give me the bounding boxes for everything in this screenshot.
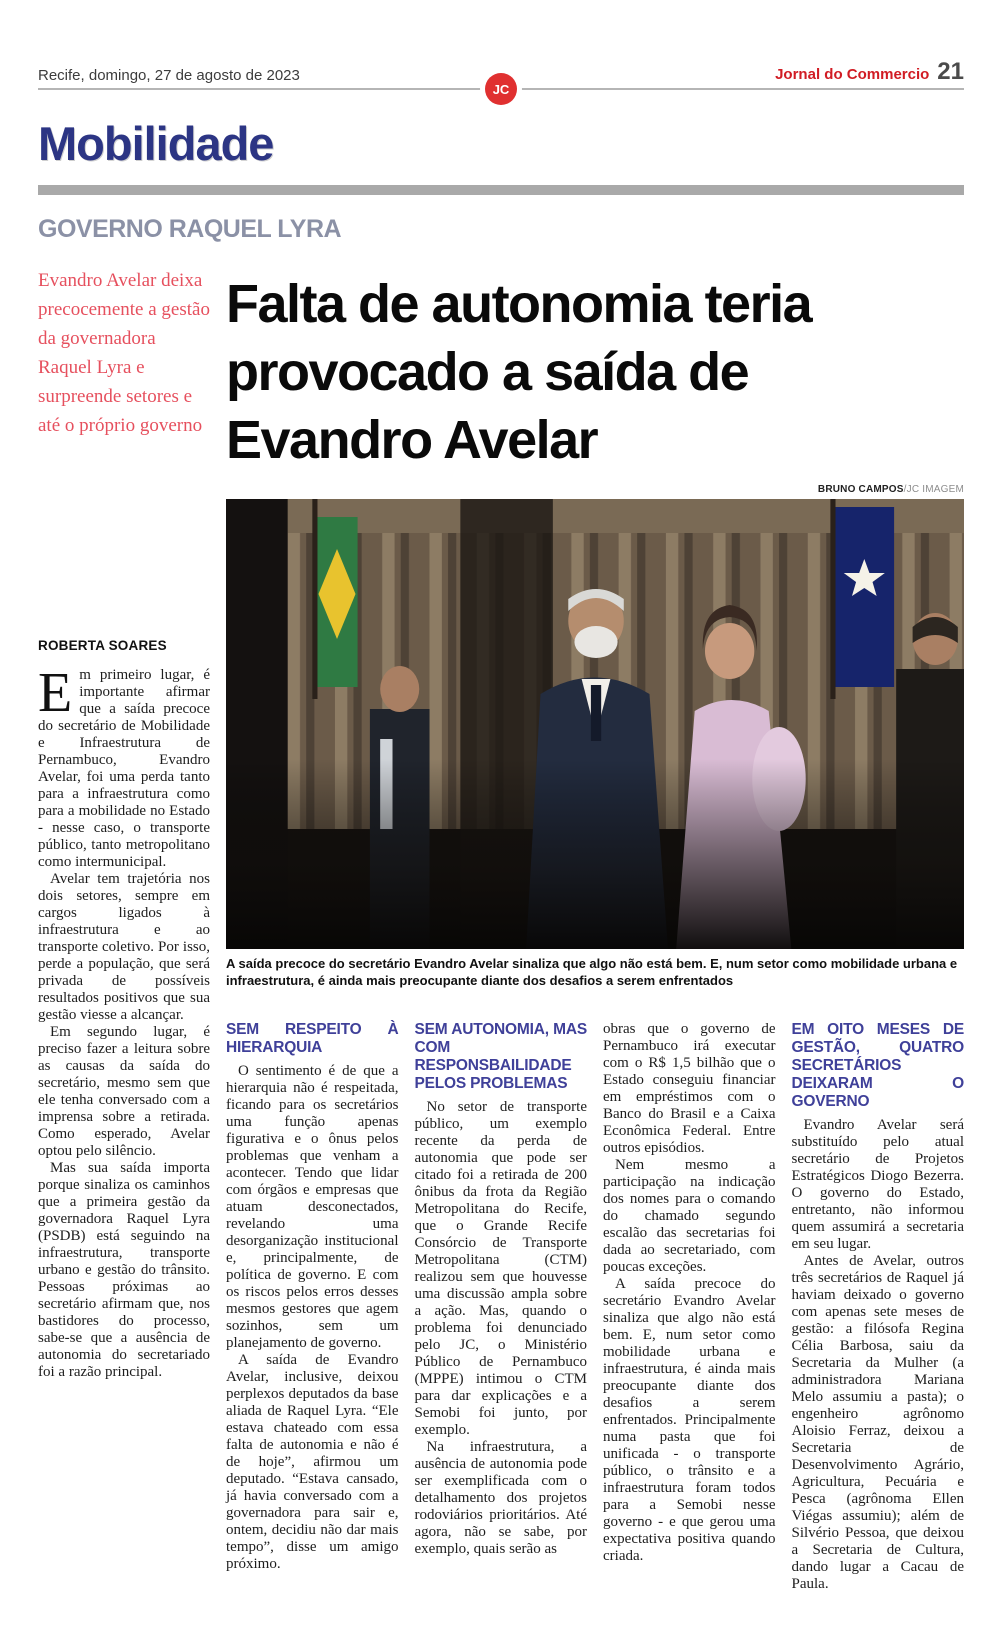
body-column-2	[226, 1021, 399, 1593]
brand-name: Jornal do Commercio	[775, 66, 930, 83]
paragraph: A saída de Evandro Avelar, inclusive, deixou perplexos deputados da base aliada de Raquel Lyra. “Ele estava chateado com essa falta de autonomia e não é de hoje”, afirmou um deputado. “Estava cansado, já havia conversado com a governadora para sair e, ontem, decidiu não dar mais tempo”, disse um amigo próximo.	[226, 1352, 399, 1572]
paragraph: Mas sua saída importa porque sinaliza os caminhos que a primeira gestão da governadora Raquel Lyra (PSDB) está seguindo na infraestrutura, transporte urbano e gestão do trânsito. Pessoas próximas ao secretário afirmam que, nos bastidores do processo, sabe-se que a ausência de autonomia do secretariado foi a razão principal.	[38, 1160, 210, 1380]
paragraph: O sentimento é de que a hierarquia não é respeitada, ficando para os secretários uma função apenas figurativa e o ônus pelos problemas que venham a acontecer. Tendo que lidar com órgãos e empresas que atuam desconectados, revelando uma desorganização institucional e, principalmente, de política de governo. E com os riscos pelos erros desses mesmos gestores que agem sozinhos, sem um planejamento de governo.	[226, 1063, 399, 1351]
article-photo	[226, 499, 964, 949]
section-title: Mobilidade	[38, 117, 274, 170]
body-columns	[226, 1021, 964, 1593]
paragraph: Antes de Avelar, outros três secretários de Raquel já haviam deixado o governo com apenas sete meses de gestão: a filósofa Regina Célia Barbosa, saiu da Secretaria da Mulher (a administradora Mariana Melo assumiu a pasta); o engenheiro agrônomo Aloisio Ferraz, deixou a Secretaria de Desenvolvimento Agrário, Agricultura, Pecuária e Pesca (agrônoma Ellen Viégas assumiu); além de Silvério Pessoa, que deixou a Secretaria de Cultura, dando lugar a Cacau de Paula.	[791, 1253, 964, 1592]
byline: ROBERTA SOARES	[38, 638, 167, 653]
body-column-5	[792, 1021, 965, 1593]
lead-text: m primeiro lugar, é importante afirmar que a saída precoce do secretário de Mobilidade e Infraestrutura de Pernambuco, Evandro Avelar, foi uma perda tanto para a infraestrutura como para a mobilidade no Estado - nesse caso, o transporte público, tanto metropolitano como intermunicipal.	[38, 667, 210, 870]
paragraph: Nem mesmo a participação na indicação dos nomes para o comando do chamado segundo escalão das secretarias foi dada ao secretariado, com poucas exceções.	[603, 1157, 776, 1275]
photo-credit-name: BRUNO CAMPOS	[817, 484, 904, 495]
brand-block	[775, 58, 964, 88]
body-column-4	[603, 1021, 776, 1593]
body-column-1	[38, 662, 210, 1381]
paragraph: Em segundo lugar, é preciso fazer a leitura sobre as causas da saída do secretário, mesmo sem que ele tenha conversado com a imprensa sobre a retirada. Como esperado, Avelar optou pelo silêncio.	[38, 1024, 210, 1159]
page-number: 21	[937, 58, 964, 85]
lead-paragraph	[38, 662, 210, 871]
paragraph: No setor de transporte público, um exemplo recente da perda de autonomia que pode ser citado foi a retirada de 200 ônibus da frota da Região Metropolitana do Recife, que o Grande Recife Consórcio de Transporte Metropolitana (CTM) realizou sem que houvesse uma discussão ampla sobre a ação. Mas, quando o problema foi denunciado pelo JC, o Ministério Público de Pernambuco (MPPE) intimou o CTM para dar explicações e a Semobi foi junto, por exemplo.	[414, 1099, 587, 1438]
article-main	[38, 266, 964, 1593]
photo-caption: A saída precoce do secretário Evandro Avelar sinaliza que algo não está bem. E, num setor como mobilidade urbana e infraestrutura, é ainda mais preocupante diante dos desafios a serem enfrentados	[226, 956, 958, 988]
section-divider	[38, 185, 964, 195]
paragraph: Na infraestrutura, a ausência de autonomia pode ser exemplificada com o detalhamento dos projetos rodoviários prioritários. Até agora, não se sabe, por exemplo, quais serão as	[414, 1439, 587, 1557]
article-deck: Evandro Avelar deixa precocemente a gestão da governadora Raquel Lyra e surpreende setores e até o próprio governo	[38, 270, 210, 436]
column-heading: SEM AUTONOMIA, MAS COM RESPONSBAILIDADE PELOS PROBLEMAS	[414, 1021, 587, 1092]
photo-credit	[226, 484, 964, 495]
page-header	[38, 0, 964, 97]
paragraph: obras que o governo de Pernambuco irá executar com o R$ 1,5 bilhão que o Estado conseguiu financiar em empréstimos com o Banco do Brasil e a Caixa Econômica Federal. Entre outros episódios.	[603, 1021, 776, 1156]
left-column	[38, 266, 210, 1593]
article-kicker: GOVERNO RAQUEL LYRA	[38, 215, 342, 243]
photo-credit-agency: /JC IMAGEM	[903, 484, 964, 495]
dropcap: E	[38, 662, 73, 724]
body-column-3	[415, 1021, 588, 1593]
jc-logo-icon: JC	[485, 73, 517, 105]
paragraph: A saída precoce do secretário Evandro Avelar sinaliza que algo não está bem. E, num setor como mobilidade urbana e infraestrutura, é ainda mais preocupante diante dos desafios a serem enfrentados. Principalmente numa pasta que foi unificada - o transporte público, o trânsito e a infraestrutura foram todos para a Semobi nesse governo - e que gerou uma expectativa positiva quando criada.	[603, 1276, 776, 1564]
column-heading: EM OITO MESES DE GESTÃO, QUATRO SECRETÁRIOS DEIXARAM O GOVERNO	[791, 1021, 964, 1110]
column-heading: SEM RESPEITO À HIERARQUIA	[226, 1021, 399, 1056]
article-headline: Falta de autonomia teria provocado a saída de Evandro Avelar	[226, 274, 812, 470]
paragraph: Evandro Avelar será substituído pelo atual secretário de Projetos Estratégicos Diogo Bezerra. O governo do Estado, entretanto, não informou quem assumirá a secretaria em seu lugar.	[791, 1117, 964, 1252]
right-column	[226, 266, 964, 1593]
edition-date: Recife, domingo, 27 de agosto de 2023	[38, 67, 300, 84]
paragraph: Avelar tem trajetória nos dois setores, sempre em cargos ligados à infraestrutura e ao transporte coletivo. Por isso, perde a população, que será privada de possíveis resultados positivos que sua gestão viesse a alcançar.	[38, 871, 210, 1023]
